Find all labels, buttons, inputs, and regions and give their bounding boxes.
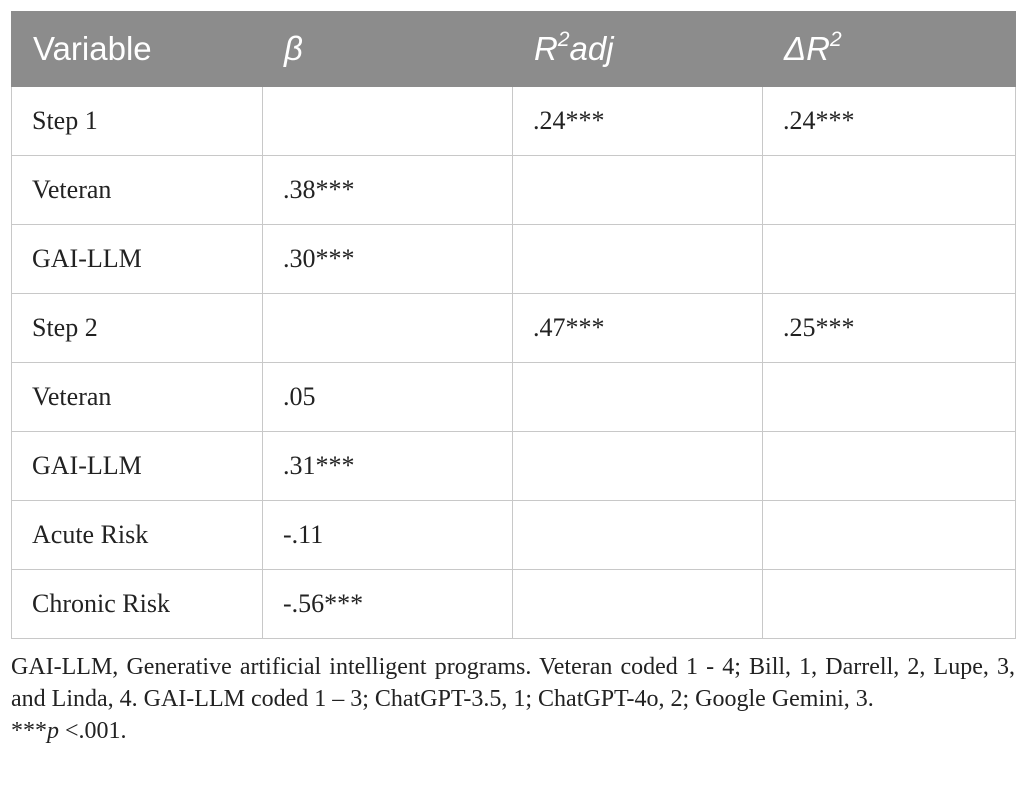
- cell-delta-r2: [763, 501, 1016, 570]
- cell-r2adj: [513, 363, 763, 432]
- cell-beta: -.56***: [263, 570, 513, 639]
- cell-delta-r2: .24***: [763, 87, 1016, 156]
- cell-variable: GAI-LLM: [12, 432, 263, 501]
- cell-variable: Step 1: [12, 87, 263, 156]
- footnote-text: GAI-LLM, Generative artificial intelligent programs. Veteran coded 1 - 4; Bill, 1, Darrell, 2, Lupe, 3, and Linda, 4. GAI-LLM coded 1 – 3; ChatGPT-3.5, 1; ChatGPT-4o, 2; Google Gemini, 3.: [11, 654, 1015, 712]
- table-row: [12, 432, 1016, 501]
- cell-r2adj: .47***: [513, 294, 763, 363]
- cell-delta-r2: [763, 225, 1016, 294]
- cell-beta: [263, 87, 513, 156]
- cell-delta-r2: .25***: [763, 294, 1016, 363]
- cell-variable: Acute Risk: [12, 501, 263, 570]
- header-r2adj-base: R: [534, 30, 558, 67]
- cell-delta-r2: [763, 432, 1016, 501]
- cell-delta-r2: [763, 156, 1016, 225]
- regression-table: [11, 11, 1016, 639]
- cell-beta: .05: [263, 363, 513, 432]
- cell-r2adj: [513, 570, 763, 639]
- cell-r2adj: [513, 225, 763, 294]
- cell-delta-r2: [763, 363, 1016, 432]
- cell-r2adj: [513, 156, 763, 225]
- cell-r2adj: [513, 501, 763, 570]
- cell-variable: GAI-LLM: [12, 225, 263, 294]
- header-delta-sup: 2: [829, 28, 842, 51]
- cell-variable: Step 2: [12, 294, 263, 363]
- table-header: [12, 12, 1016, 87]
- significance-stars: ***: [11, 718, 47, 744]
- header-r2adj: [513, 12, 763, 87]
- table-body: [12, 87, 1016, 639]
- cell-variable: Chronic Risk: [12, 570, 263, 639]
- significance-p: p: [47, 718, 59, 744]
- header-r2adj-sup: 2: [557, 28, 570, 51]
- table-row: [12, 156, 1016, 225]
- table-row: [12, 87, 1016, 156]
- header-beta: β: [263, 12, 513, 87]
- significance-rest: <.001.: [59, 718, 127, 744]
- header-r2adj-suffix: adj: [569, 30, 614, 67]
- cell-beta: -.11: [263, 501, 513, 570]
- table-row: [12, 225, 1016, 294]
- table-notes: [11, 651, 1015, 747]
- header-delta-base: ΔR: [784, 30, 830, 67]
- cell-delta-r2: [763, 570, 1016, 639]
- header-delta-r2: [763, 12, 1016, 87]
- significance-note: [11, 715, 1015, 747]
- cell-beta: .31***: [263, 432, 513, 501]
- cell-beta: [263, 294, 513, 363]
- header-variable: Variable: [12, 12, 263, 87]
- regression-table-container: [11, 11, 1015, 639]
- table-row: [12, 570, 1016, 639]
- table-row: [12, 294, 1016, 363]
- header-row: [12, 12, 1016, 87]
- table-row: [12, 501, 1016, 570]
- cell-beta: .30***: [263, 225, 513, 294]
- cell-variable: Veteran: [12, 156, 263, 225]
- cell-beta: .38***: [263, 156, 513, 225]
- cell-r2adj: [513, 432, 763, 501]
- cell-variable: Veteran: [12, 363, 263, 432]
- table-row: [12, 363, 1016, 432]
- cell-r2adj: .24***: [513, 87, 763, 156]
